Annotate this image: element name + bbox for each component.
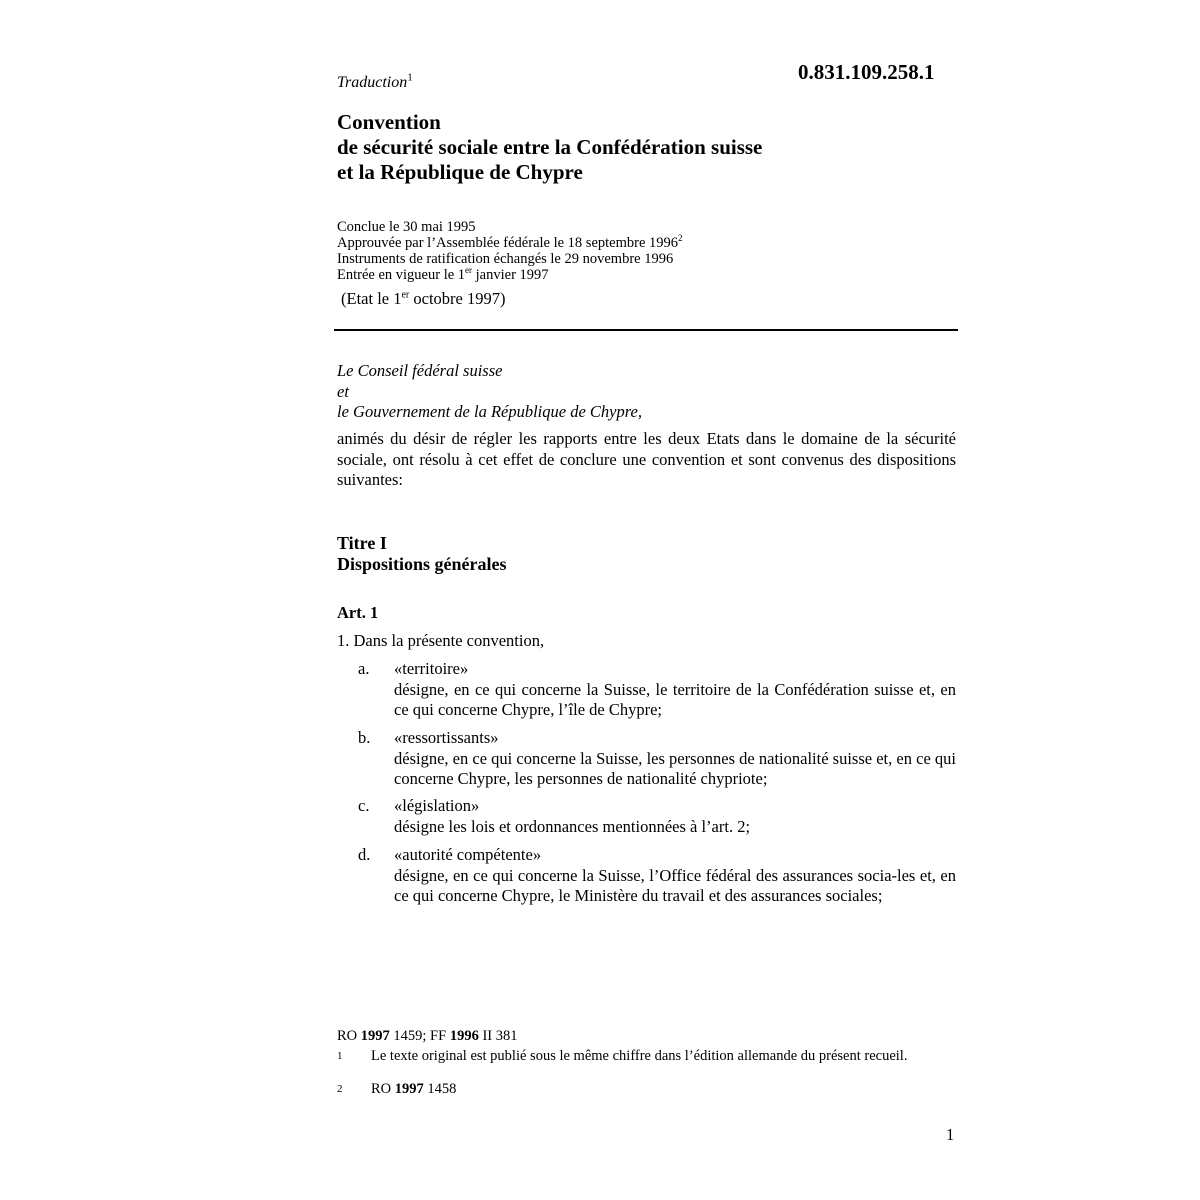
definition-body [394, 728, 956, 790]
page-number: 1 [946, 1125, 955, 1144]
definition-letter: b. [358, 728, 371, 747]
title-line-2: de sécurité sociale entre la Confédération suisse [337, 135, 763, 159]
ratification-date: Instruments de ratification échangés le 29 novembre 1996 [337, 251, 674, 267]
approval-text: Approuvée par l’Assemblée fédérale le 18 septembre 1996 [337, 235, 679, 251]
titre-number: Titre I [337, 533, 387, 553]
definition-body [394, 845, 956, 907]
entry-suffix: janvier 1997 [472, 267, 549, 283]
definition-text: désigne, en ce qui concerne la Suisse, les personnes de nationalité suisse et, en ce qui concerne Chypre, les personnes de nationalité chypriote; [394, 748, 956, 788]
footnote-ref-1[interactable]: 1 [407, 71, 413, 84]
ff-year: 1996 [449, 1028, 479, 1044]
titre-subject: Dispositions générales [337, 554, 507, 574]
document-title [337, 110, 762, 185]
definition-letter: c. [358, 796, 370, 815]
horizontal-rule [334, 329, 958, 331]
definition-letter: a. [358, 659, 370, 678]
traduction-label [337, 71, 413, 92]
title-line-3: et la République de Chypre [337, 160, 583, 184]
ro-year: 1997 [360, 1028, 390, 1044]
traduction-text: Traduction [337, 74, 408, 91]
note2-prefix: RO [371, 1081, 395, 1097]
etat-sup: er [401, 289, 410, 301]
ro-mid: 1459; FF [389, 1028, 450, 1044]
definition-text: désigne les lois et ordonnances mentionnées à l’art. 2; [394, 816, 751, 836]
publication-reference [337, 1028, 518, 1045]
approval-date [337, 235, 683, 251]
footnote-text: Le texte original est publié sous le même chiffre dans l’édition allemande du présent recueil. [371, 1048, 908, 1064]
footnote-text [371, 1081, 959, 1097]
party-conjunction: et [337, 381, 349, 401]
footnote-ref-2[interactable]: 2 [678, 233, 683, 244]
definition-term: «législation» [394, 796, 480, 815]
conclusion-date: Conclue le 30 mai 1995 [337, 219, 476, 235]
status-date [341, 289, 506, 309]
definition-text: désigne, en ce qui concerne la Suisse, l’Office fédéral des assurances socia-les et, en ce qui concerne Chypre, le Ministère du travail et des assurances sociales; [394, 865, 956, 905]
title-heading [337, 533, 507, 575]
note2-year: 1997 [394, 1081, 424, 1097]
definition-text: désigne, en ce qui concerne la Suisse, le territoire de la Confédération suisse et, en ce qui concerne Chypre, l’île de Chypre; [394, 679, 956, 719]
definition-body [394, 796, 956, 837]
article-label: Art. 1 [337, 603, 379, 622]
party-switzerland: Le Conseil fédéral suisse [337, 361, 503, 380]
ff-suffix: II 381 [478, 1028, 518, 1044]
document-metadata [337, 219, 683, 283]
article-paragraph-1: 1. Dans la présente convention, [337, 631, 545, 650]
document-number: 0.831.109.258.1 [798, 60, 935, 84]
preamble-paragraph: animés du désir de régler les rapports entre les deux Etats dans le domaine de la sécurité sociale, ont résolu à cet effet de conclure une convention et sont convenus des dispositions suivantes: [337, 429, 956, 489]
definition-body [394, 659, 956, 721]
definition-term: «ressortissants» [394, 728, 499, 747]
title-line-1: Convention [337, 110, 441, 134]
note2-suffix: 1458 [423, 1081, 457, 1097]
entry-into-force [337, 267, 683, 283]
ro-prefix: RO [337, 1028, 361, 1044]
etat-prefix: (Etat le 1 [341, 289, 402, 308]
footnote-number: 2 [337, 1083, 343, 1095]
entry-sup: er [465, 265, 473, 276]
entry-prefix: Entrée en vigueur le 1 [337, 267, 466, 283]
definition-term: «territoire» [394, 659, 469, 678]
party-cyprus: le Gouvernement de la République de Chypre, [337, 402, 643, 421]
definition-letter: d. [358, 845, 371, 864]
etat-suffix: octobre 1997) [409, 289, 506, 308]
contracting-parties [337, 361, 642, 423]
definition-term: «autorité compétente» [394, 845, 542, 864]
footnote-number: 1 [337, 1050, 343, 1062]
